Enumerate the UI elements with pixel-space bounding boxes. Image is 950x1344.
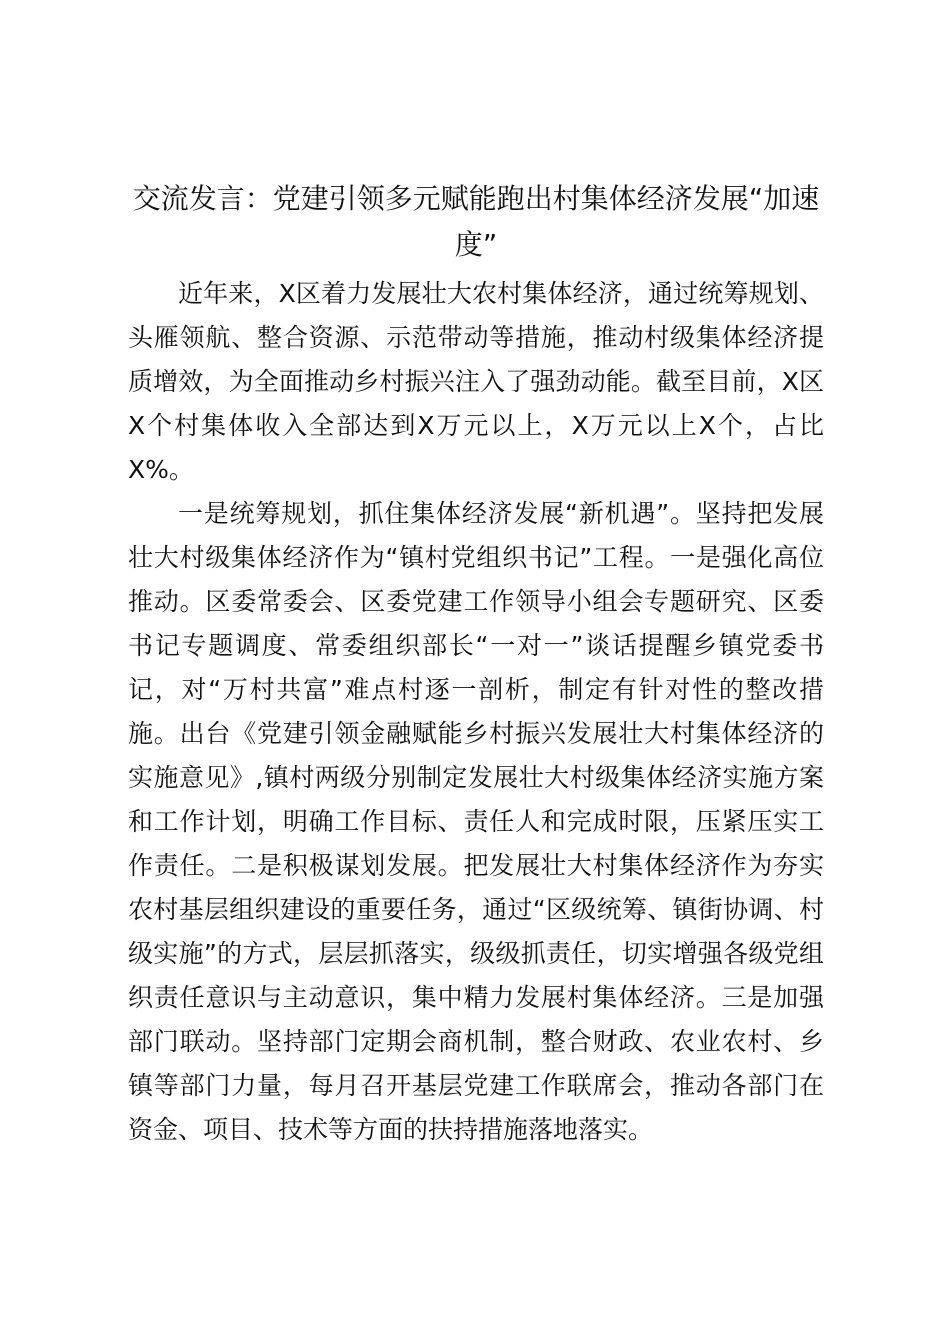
paragraph-section-one: 一是统筹规划，抓住集体经济发展“新机遇”。坚持把发展壮大村级集体经济作为“镇村党组织书记”工程。一是强化高位推动。区委常委会、区委党建工作领导小组会专题研究、区委书记专题调度、常委组织部长“一对一”谈话提醒乡镇党委书记，对“万村共富”难点村逐一剖析，制定有针对性的整改措施。出台《党建引领金融赋能乡村振兴发展壮大村集体经济的实施意见》,镇村两级分别制定发展壮大村级集体经济实施方案和工作计划，明确工作目标、责任人和完成时限，压紧压实工作责任。二是积极谋划发展。把发展壮大村集体经济作为夯实农村基层组织建设的重要任务，通过“区级统筹、镇街协调、村级实施”的方式，层层抓落实，级级抓责任，切实增强各级党组织责任意识与主动意识，集中精力发展村集体经济。三是加强部门联动。坚持部门定期会商机制，整合财政、农业农村、乡镇等部门力量，每月召开基层党建工作联席会，推动各部门在资金、项目、技术等方面的扶持措施落地落实。 (128, 499, 824, 1144)
document-body (128, 272, 824, 1152)
document-title: 交流发言：党建引领多元赋能跑出村集体经济发展“加速度” (132, 182, 820, 261)
paragraph-intro: 近年来，X区着力发展壮大农村集体经济，通过统筹规划、头雁领航、整合资源、示范带动等措施，推动村级集体经济提质增效，为全面推动乡村振兴注入了强劲动能。截至目前，X区X个村集体收入全部达到X万元以上，X万元以上X个，占比X%。 (128, 279, 824, 484)
